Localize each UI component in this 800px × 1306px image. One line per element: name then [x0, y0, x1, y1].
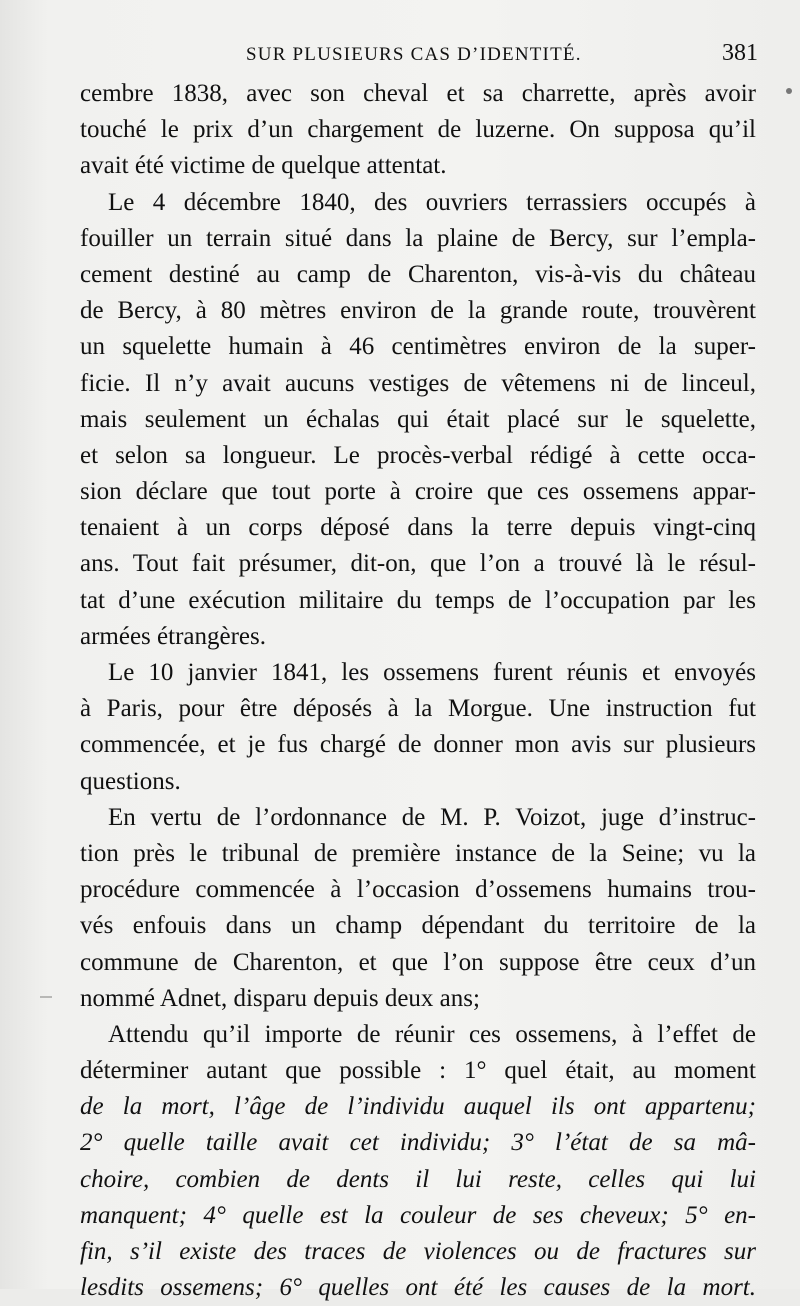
- text-line: ficie. Il n’y avait aucuns vestiges de vêtemens ni de linceul,: [80, 369, 756, 397]
- page-header: [78, 40, 760, 74]
- text-line: ans. Tout fait présumer, dit-on, que l’on a trouvé là le résul-: [80, 550, 756, 578]
- text-line: armées étrangères.: [80, 622, 266, 650]
- text-line: déterminer autant que possible : 1° quel était, au moment: [80, 1057, 756, 1085]
- text-line: tenaient à un corps déposé dans la terre depuis vingt-cinq: [80, 514, 756, 542]
- text-line: de la mort, l’âge de l’individu auquel ils ont appartenu;: [80, 1093, 756, 1121]
- text-line: mais seulement un échalas qui était placé sur le squelette,: [80, 405, 756, 433]
- text-line: un squelette humain à 46 centimètres environ de la super-: [80, 333, 756, 361]
- text-line: lesdits ossemens; 6° quelles ont été les causes de la mort.: [80, 1274, 756, 1302]
- text-line: vés enfouis dans un champ dépendant du territoire de la: [80, 912, 756, 940]
- text-line: tion près le tribunal de première instance de la Seine; vu la: [80, 839, 756, 867]
- text-line: avait été victime de quelque attentat.: [80, 152, 447, 180]
- text-line: de Bercy, à 80 mètres environ de la grande route, trouvèrent: [80, 297, 756, 325]
- text-line: tat d’une exécution militaire du temps de l’occupation par les: [80, 586, 756, 614]
- text-line: procédure commencée à l’occasion d’ossemens humains trou-: [80, 876, 756, 904]
- text-line: cembre 1838, avec son cheval et sa charrette, après avoir: [80, 80, 756, 107]
- text-line: commune de Charenton, et que l’on suppose être ceux d’un: [80, 948, 756, 976]
- text-line: et selon sa longueur. Le procès-verbal rédigé à cette occa-: [80, 441, 756, 469]
- text-line: cement destiné au camp de Charenton, vis-à-vis du château: [80, 260, 756, 288]
- text-line: manquent; 4° quelle est la couleur de ses cheveux; 5° en-: [80, 1201, 756, 1229]
- text-line: nommé Adnet, disparu depuis deux ans;: [80, 984, 480, 1012]
- margin-mark: [40, 996, 52, 998]
- text-line: 2° quelle taille avait cet individu; 3° l’état de sa mâ-: [80, 1129, 756, 1157]
- margin-dot: [786, 88, 792, 94]
- text-line: choire, combien de dents il lui reste, celles qui lui: [80, 1165, 756, 1193]
- page-number: 381: [722, 40, 758, 66]
- text-line: à Paris, pour être déposés à la Morgue. Une instruction fut: [80, 695, 756, 723]
- body-text: [80, 76, 756, 1306]
- text-line: En vertu de l’ordonnance de M. P. Voizot, juge d’instruc-: [108, 803, 756, 831]
- text-line: Le 4 décembre 1840, des ouvriers terrassiers occupés à: [108, 188, 756, 216]
- text-line: Attendu qu’il importe de réunir ces ossemens, à l’effet de: [108, 1020, 756, 1048]
- text-line: fin, s’il existe des traces de violences ou de fractures sur: [80, 1238, 756, 1265]
- text-line: fouiller un terrain situé dans la plaine de Bercy, sur l’empla-: [80, 224, 756, 252]
- running-title: SUR PLUSIEURS CAS D’IDENTITÉ.: [246, 44, 582, 65]
- text-line: questions.: [80, 767, 181, 795]
- text-line: touché le prix d’un chargement de luzerne. On supposa qu’il: [80, 116, 756, 144]
- text-line: commencée, et je fus chargé de donner mon avis sur plusieurs: [80, 731, 756, 759]
- text-line: Le 10 janvier 1841, les ossemens furent réunis et envoyés: [108, 659, 756, 686]
- text-line: sion déclare que tout porte à croire que ces ossemens appar-: [80, 478, 756, 506]
